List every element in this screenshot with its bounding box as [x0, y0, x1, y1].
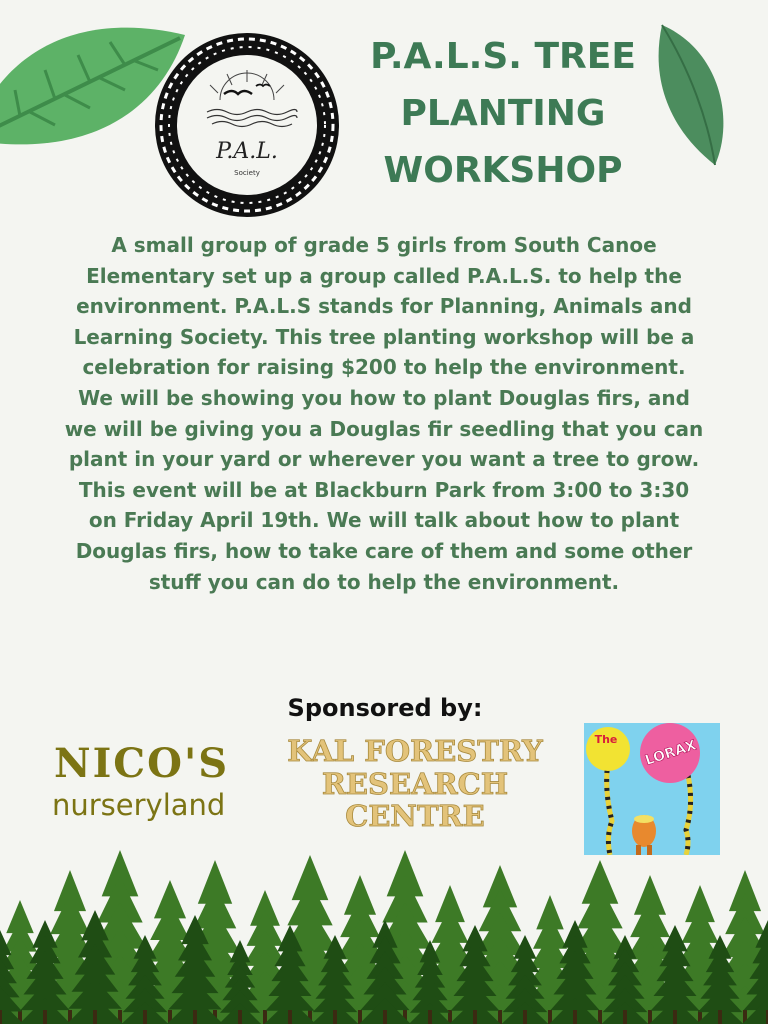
description-line: plant in your yard or wherever you want a tree to grow. — [68, 447, 700, 472]
title-line: PLANTING — [400, 93, 606, 134]
title-line: WORKSHOP — [383, 150, 623, 191]
leaf-right-icon — [650, 20, 740, 170]
logo-name: P.A.L. — [216, 139, 278, 164]
nicos-name: NICO'S — [54, 740, 230, 787]
description-line: This event will be at Blackburn Park from 3:00 to 3:30 — [78, 477, 690, 502]
description-line: we will be giving you a Douglas fir seedling that you can — [64, 416, 704, 441]
description-line: stuff you can do to help the environment. — [148, 569, 620, 594]
kal-line-3: CENTRE — [345, 799, 485, 833]
page-title — [355, 28, 651, 199]
pine-tree-line — [0, 840, 768, 1024]
description-line: A small group of grade 5 girls from South Canoe — [111, 233, 657, 257]
lorax-word-the: The — [594, 733, 618, 746]
description-line: Learning Society. This tree planting workshop will be a — [73, 324, 695, 349]
sponsored-heading: Sponsored by: — [287, 694, 483, 722]
lorax-book-cover — [584, 723, 720, 855]
kal-line-2: RESEARCH — [321, 767, 509, 801]
description-line: environment. P.A.L.S stands for Planning, Animals and — [76, 294, 692, 319]
lorax-word-lorax: LORAX — [643, 737, 699, 769]
description-line: celebration for raising $200 to help the environment. — [82, 355, 686, 380]
description-line: on Friday April 19th. We will talk about how to plant — [88, 508, 680, 533]
event-description — [30, 230, 738, 597]
description-line: Douglas firs, how to take care of them and some other — [75, 538, 693, 563]
nicos-tagline: nurseryland — [52, 788, 226, 822]
kal-line-1: KAL FORESTRY — [287, 734, 543, 768]
logo-subtitle: Society — [234, 169, 260, 177]
title-line: P.A.L.S. TREE — [370, 36, 636, 77]
pal-society-logo — [152, 30, 342, 220]
description-line: Elementary set up a group called P.A.L.S. to help the — [86, 263, 682, 288]
kal-forestry-logo — [280, 733, 550, 833]
nicos-nurseryland-logo — [52, 735, 252, 830]
description-line: We will be showing you how to plant Douglas firs, and — [78, 385, 690, 410]
